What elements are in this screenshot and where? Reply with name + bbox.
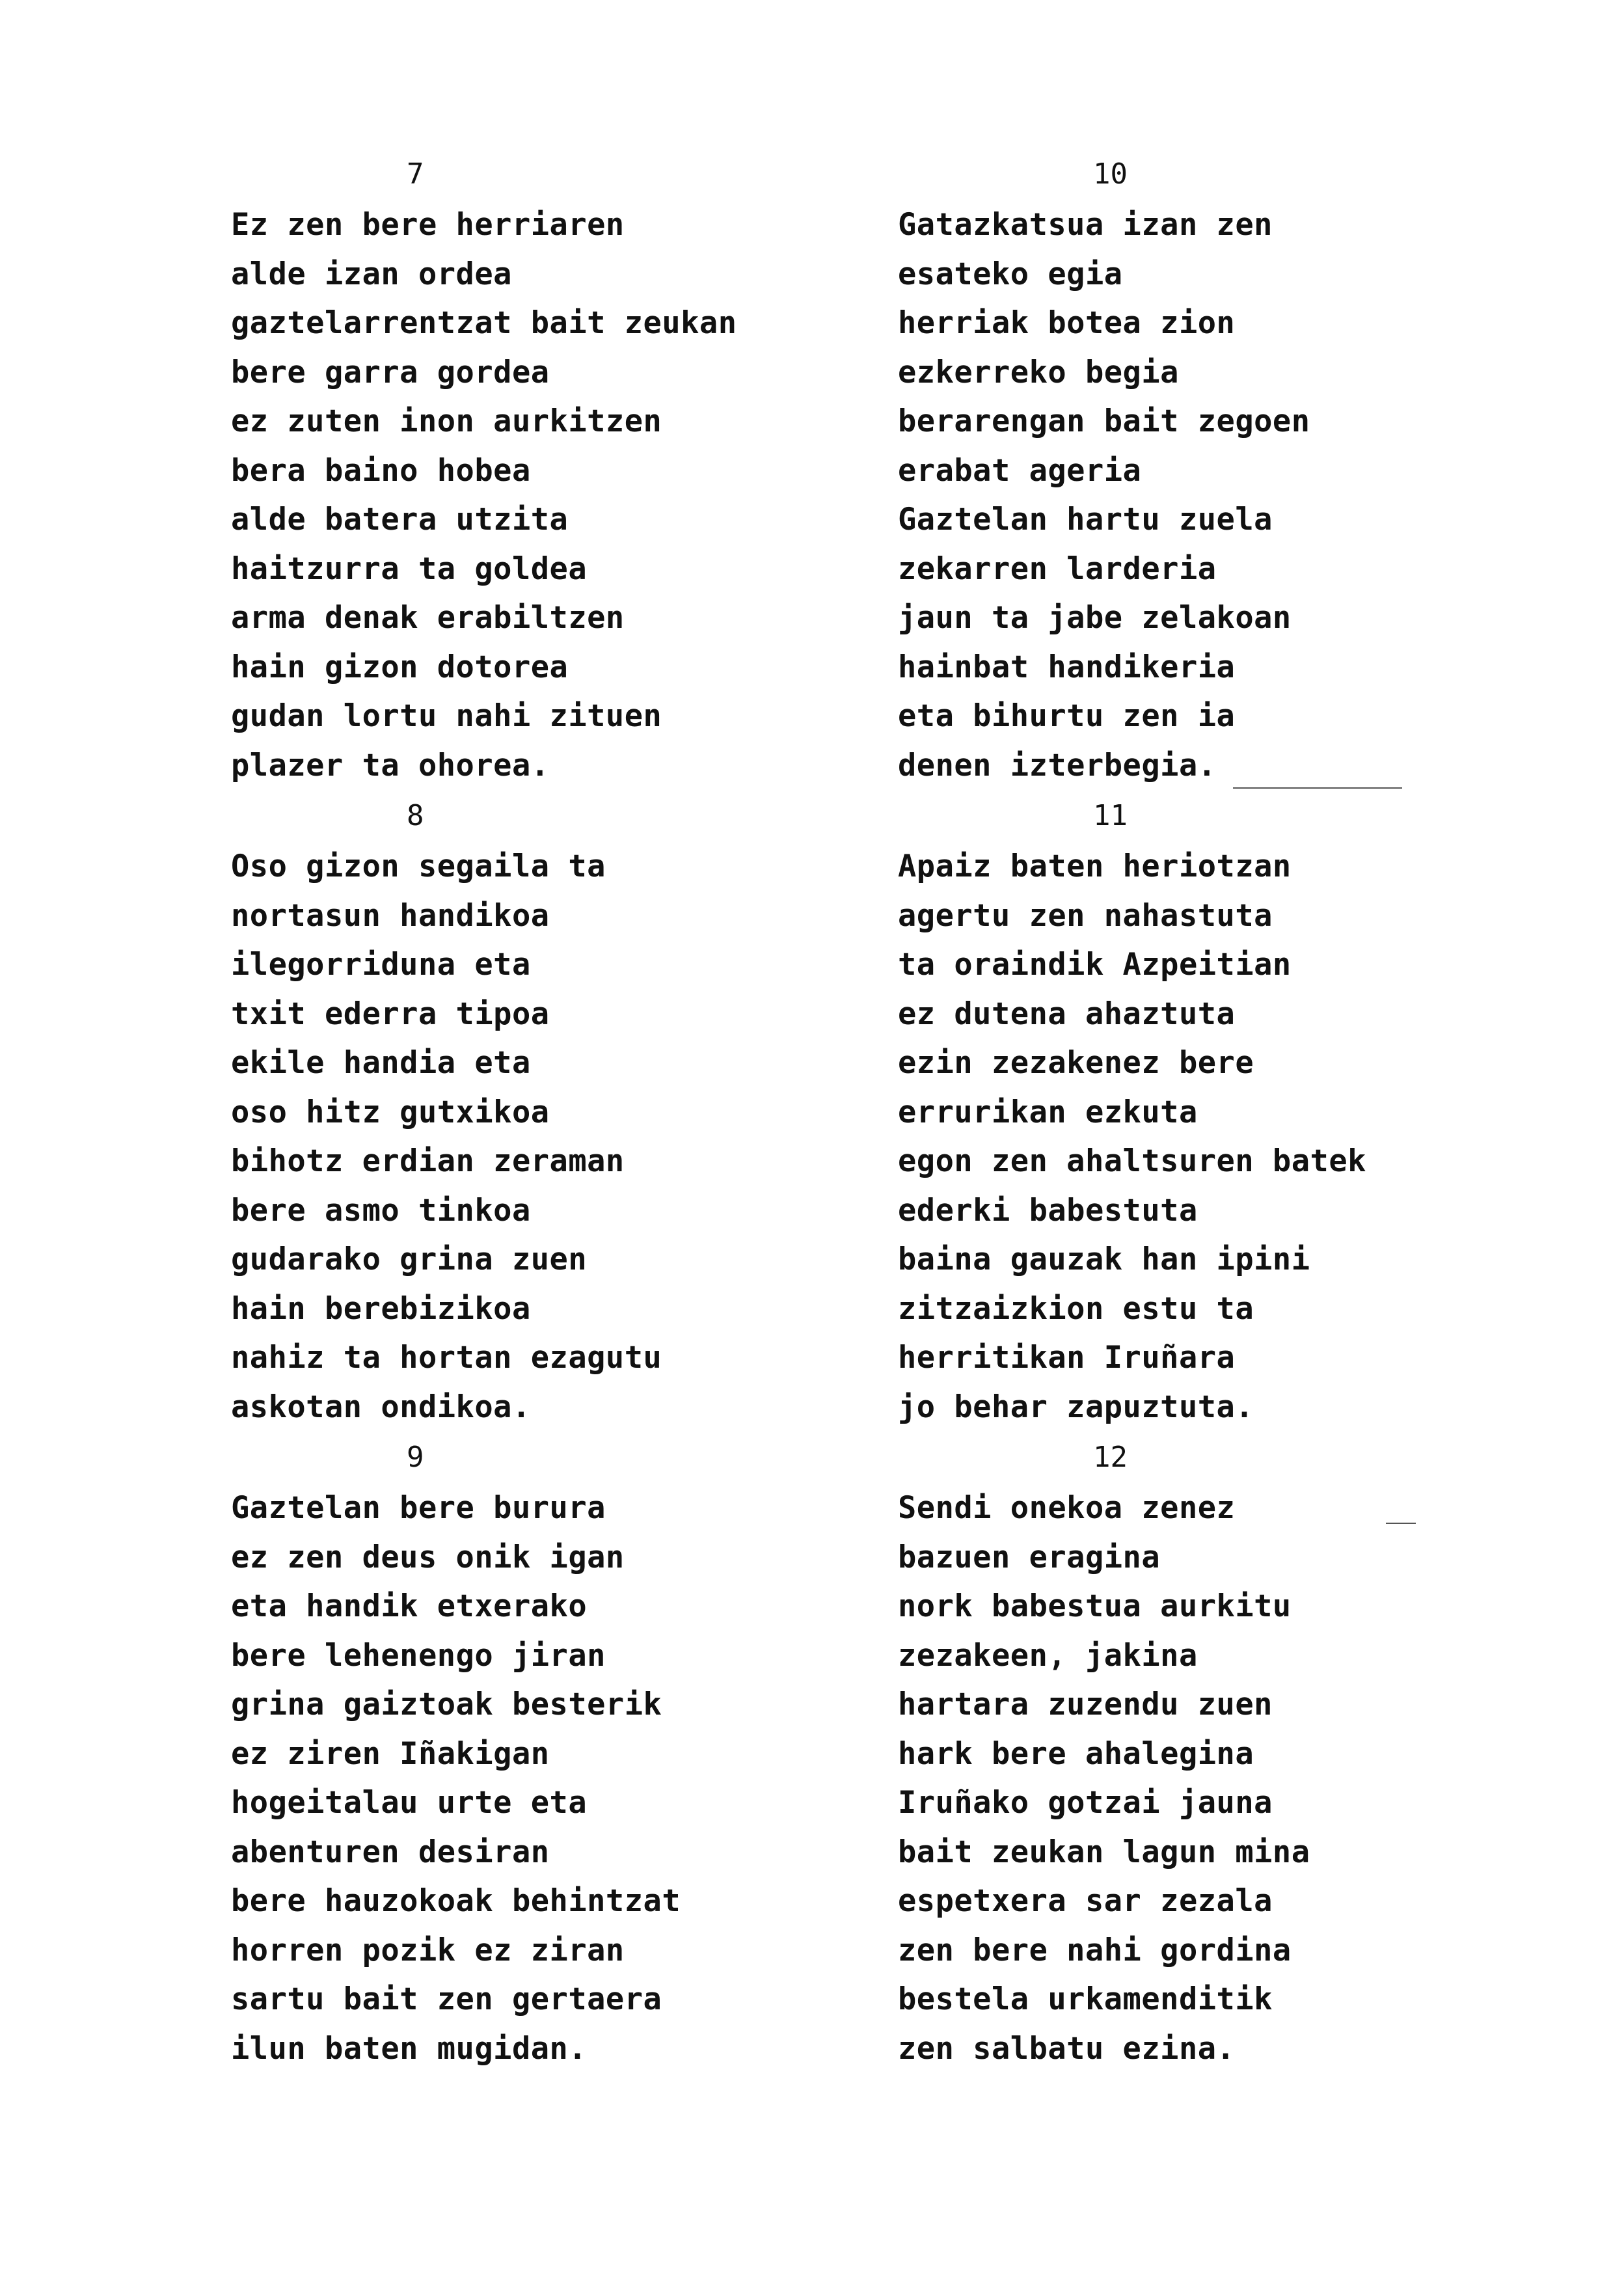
verse-line: agertu zen nahastuta [898,897,1273,934]
stanza [898,148,1549,790]
verse-line: alde izan ordea [231,256,512,292]
verse-line: bere asmo tinkoa [231,1192,531,1229]
verse-line: jaun ta jabe zelakoan [898,600,1292,636]
stanza [231,790,882,1432]
verse-line: ez ziren Iñakigan [231,1735,550,1772]
stanza-number: 12 [1093,1441,1128,1474]
verse-line: ilegorriduna eta [231,947,531,983]
verse-line: Gatazkatsua izan zen [898,207,1273,243]
verse-line: bera baino hobea [231,452,531,489]
verse-line: ez zuten inon aurkitzen [231,403,662,439]
verse-line: plazer ta ohorea. [231,747,550,783]
verse-line: oso hitz gutxikoa [231,1094,550,1130]
verse-line: herritikan Iruñara [898,1340,1236,1376]
verse-line: egon zen ahaltsuren batek [898,1143,1366,1179]
verse-line: ekile handia eta [231,1045,531,1081]
verse-line: ez dutena ahaztuta [898,996,1236,1032]
verse-line: espetxera sar zezala [898,1883,1273,1919]
verse-line: nork babestua aurkitu [898,1588,1292,1624]
verse-line: zen bere nahi gordina [898,1932,1292,1968]
verse-line: eta bihurtu zen ia [898,698,1236,734]
verse-line: hainbat handikeria [898,649,1236,685]
verse-line: Gaztelan bere burura [231,1490,606,1526]
verse-line: Sendi onekoa zenez [898,1490,1236,1526]
verse-line: bazuen eragina [898,1539,1161,1575]
verse-line: erabat ageria [898,452,1142,489]
left-column [231,148,882,2073]
verse-line: nahiz ta hortan ezagutu [231,1340,662,1376]
verse-line: ezin zezakenez bere [898,1045,1254,1081]
verse-line: jo behar zapuztuta. [898,1389,1254,1425]
verse-line: hark bere ahalegina [898,1735,1254,1772]
right-column [898,148,1549,2073]
verse-line: haitzurra ta goldea [231,550,588,587]
verse-line: grina gaiztoak besterik [231,1687,662,1722]
verse-line: Iruñako gotzai jauna [898,1785,1273,1821]
scan-mark [1386,1523,1416,1524]
verse-line: ez zen deus onik igan [231,1539,625,1575]
verse-line: zen salbatu ezina. [898,2030,1236,2067]
verse-line: bestela urkamenditik [898,1981,1273,2017]
verse-line: gudan lortu nahi zituen [231,698,662,734]
stanza [231,1432,882,2073]
stanza-number: 9 [407,1441,424,1474]
scan-divider-line [1233,787,1402,789]
verse-line: zekarren larderia [898,550,1217,587]
verse-line: askotan ondikoa. [231,1389,531,1425]
verse-line: hartara zuzendu zuen [898,1687,1273,1722]
verse-line: Apaiz baten heriotzan [898,849,1292,884]
verse-line: nortasun handikoa [231,897,550,934]
verse-line: hain gizon dotorea [231,649,569,685]
stanza [898,790,1549,1432]
verse-line: Ez zen bere herriaren [231,207,625,243]
verse-line: eta handik etxerako [231,1588,588,1624]
verse-line: esateko egia [898,256,1123,292]
verse-line: Gaztelan hartu zuela [898,502,1273,537]
verse-line: horren pozik ez ziran [231,1932,625,1968]
verse-line: gudarako grina zuen [231,1242,588,1277]
verse-line: ilun baten mugidan. [231,2030,588,2067]
verse-line: zezakeen, jakina [898,1637,1198,1674]
verse-line: bait zeukan lagun mina [898,1834,1310,1870]
verse-line: abenturen desiran [231,1834,550,1870]
verse-line: Oso gizon segaila ta [231,849,606,884]
stanza-number: 10 [1093,157,1128,191]
verse-line: hain berebizikoa [231,1290,531,1327]
verse-line: bere hauzokoak behintzat [231,1883,681,1919]
verse-line: arma denak erabiltzen [231,600,625,636]
verse-line: berarengan bait zegoen [898,403,1310,439]
verse-line: hogeitalau urte eta [231,1785,588,1821]
verse-line: txit ederra tipoa [231,996,550,1032]
verse-line: baina gauzak han ipini [898,1242,1310,1277]
verse-line: alde batera utzita [231,502,569,537]
stanza [898,1432,1549,2073]
verse-line: gaztelarrentzat bait zeukan [231,305,737,341]
stanza-number: 11 [1093,799,1128,832]
verse-line: zitzaizkion estu ta [898,1290,1254,1327]
verse-line: errurikan ezkuta [898,1094,1198,1130]
stanza-number: 7 [407,157,424,191]
verse-line: ederki babestuta [898,1192,1198,1229]
stanza [231,148,882,790]
verse-line: herriak botea zion [898,305,1236,341]
stanza-number: 8 [407,799,424,832]
verse-line: denen izterbegia. [898,747,1217,783]
verse-line: ezkerreko begia [898,354,1179,390]
verse-line: bihotz erdian zeraman [231,1143,625,1179]
verse-line: ta oraindik Azpeitian [898,947,1292,983]
verse-line: sartu bait zen gertaera [231,1981,662,2017]
verse-line: bere lehenengo jiran [231,1637,606,1674]
verse-line: bere garra gordea [231,354,550,390]
